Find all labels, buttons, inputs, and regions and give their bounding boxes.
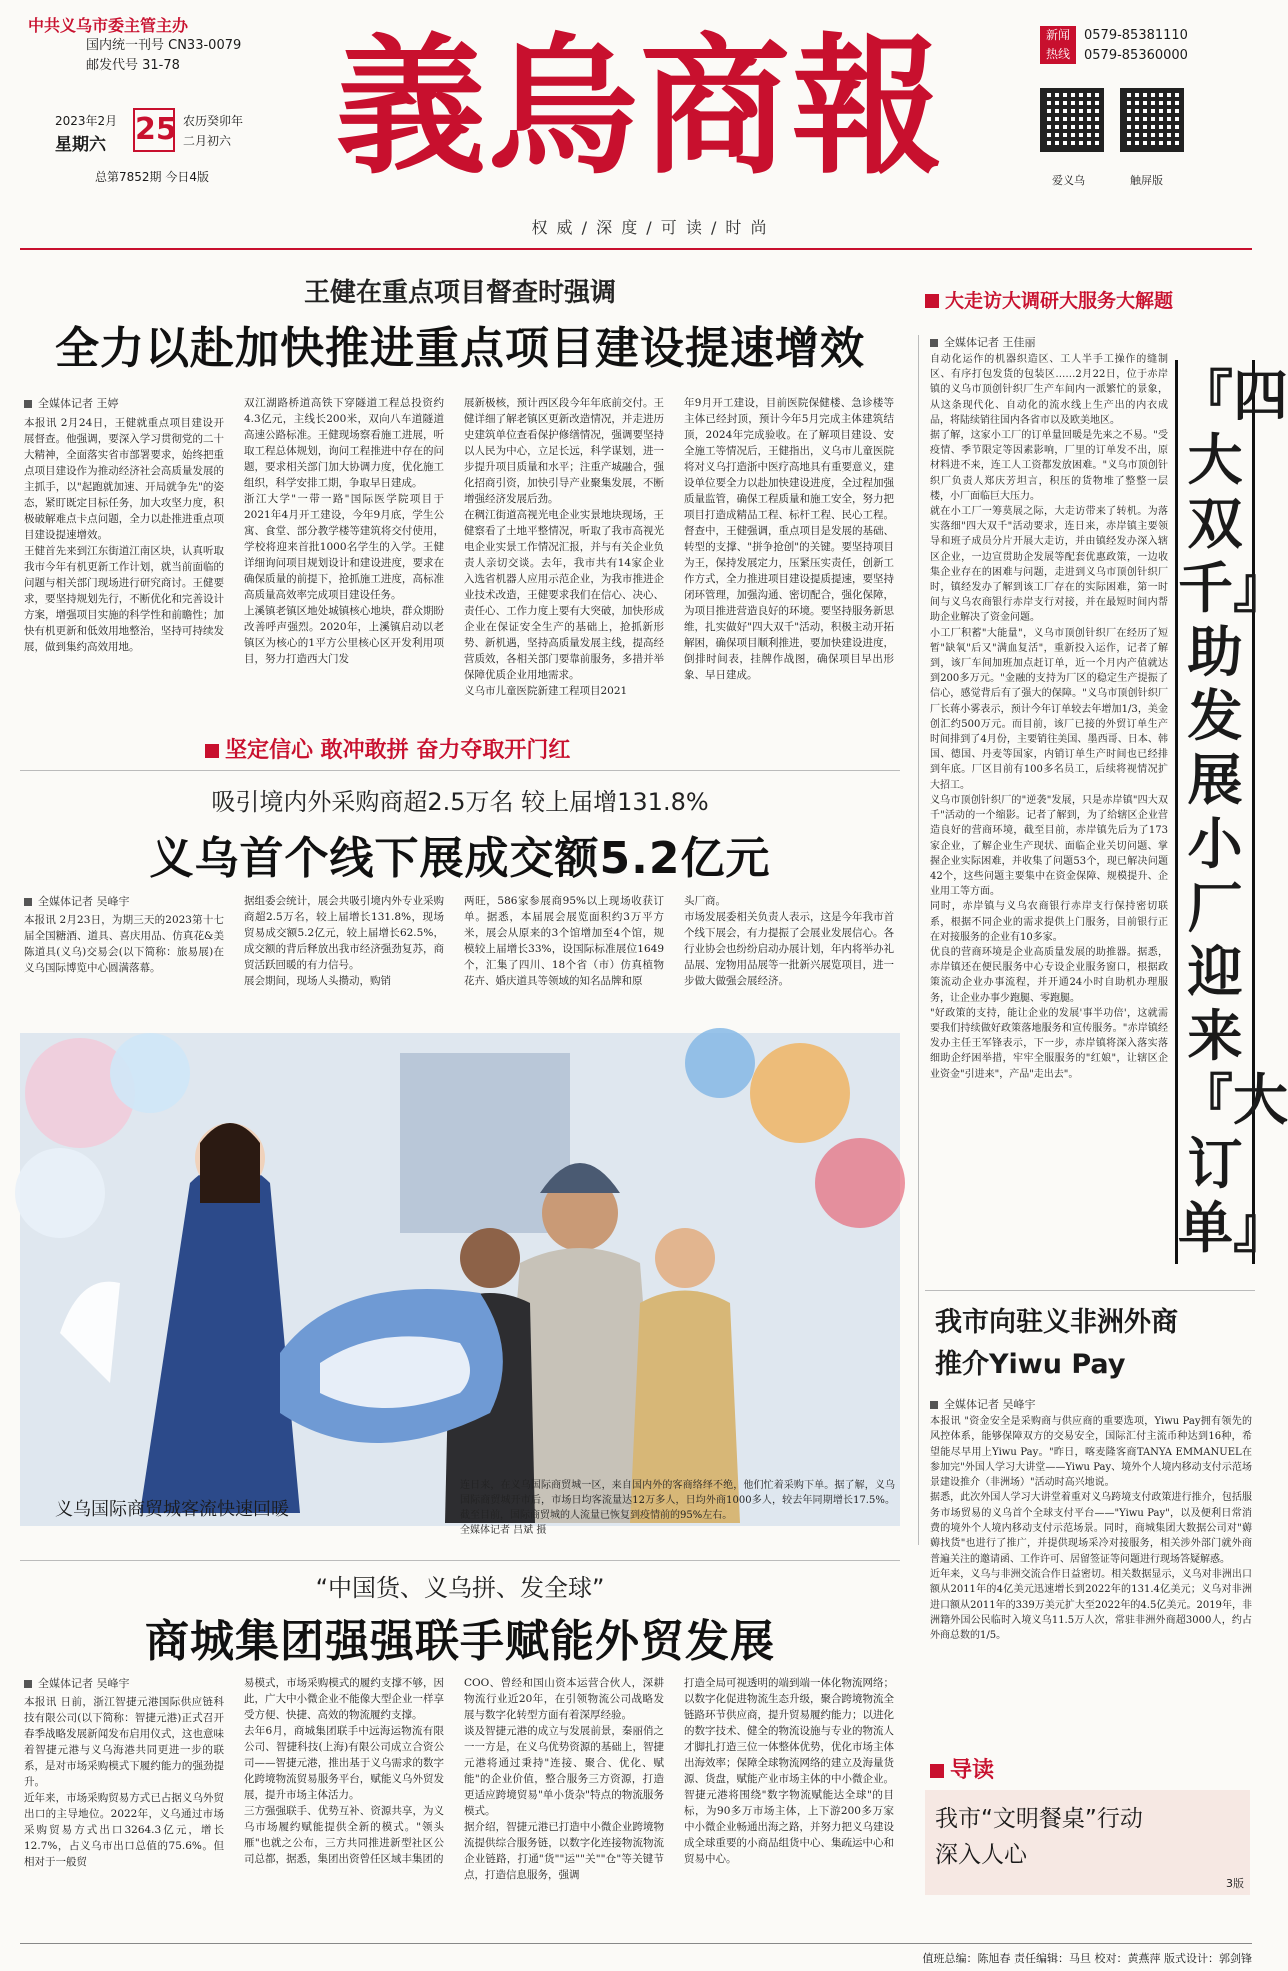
- guide-page-ref: 3版: [1226, 1877, 1244, 1890]
- expo-byline: 全媒体记者 吴峰宇: [24, 893, 130, 909]
- footer-credits: 值班总编：陈旭春 责任编辑：马旦 校对：黄燕萍 版式设计：郭剑锋: [922, 1952, 1252, 1965]
- section-divider: [20, 1560, 900, 1561]
- date-weekday: 星期六: [55, 135, 106, 155]
- column-divider: [918, 335, 919, 1545]
- guide-title-1: 我市“文明餐桌”行动: [935, 1806, 1143, 1832]
- sidebar-banner: 大走访大调研大服务大解题: [925, 286, 1173, 313]
- expo-column-1: 本报讯 2月23日，为期三天的2023第十七届全国糖酒、道具、喜庆用品、仿真花&美陈道具(义乌)交易会(以下简称：旅易展)在义乌国际博览中心圆满落幕。: [24, 914, 224, 974]
- lead-headline: 全力以赴加快推进重点项目建设提速增效: [55, 323, 865, 374]
- masthead-title: 義烏商報: [335, 19, 944, 195]
- market-photo: [20, 1033, 900, 1526]
- header-divider: [20, 248, 1252, 250]
- expo-kicker: 吸引境内外采购商超2.5万名 较上届增131.8%: [211, 788, 709, 816]
- mall-column-3: COO、曾经和国山资本运营合伙人，深耕物流行业近20年，在引领物流公司战略发展与数字化转型方面有着深厚经验。 谈及智捷元港的成立与发展前景，秦丽俏之一一方是，在义乌优势资源的基础上，智捷元港将通过秉持"连接、聚合、优化、赋能"的企业价值，整合服务三方资源，打造更适应跨境贸易"单小货杂"特点的物流服务模式。 据介绍，智捷元港已打造中小微企业跨境物流提供综合服务链，以数字化连接物流物流企业链路，打通"货""运""关""仓"等关键节点，打造信息服务，强调: [464, 1677, 664, 1881]
- lead-column-4: 年9月开工建设，目前医院保健楼、急诊楼等主体已经封顶，预计今年5月完成主体建筑结顶，2024年完成验收。在了解项目建设、安全施工等情况后，王健指出，义乌市儿童医院将对义乌打造浙中医疗高地具有重要意义，建设单位要全力以赴加快建设进度，全过程加强质量监管，确保工程质量和施工安全，努力把项目打造成精品工程、标杆工程、民心工程。 督查中，王健强调，重点项目是发展的基础、转型的支撑、"拼争抢创"的关键。要坚持项目为王，保持发展定力，压紧压实责任，创新工作方式，全力推进项目建设提质提速，要坚持闭环管理，加强沟通、密切配合，强化保障，为项目推进营造良好的环境。要坚持服务新思维，扎实做好"四大双千"活动，积极主动开拓解困，确保项目顺利推进，要加快建设进度，倒排时间表，挂牌作战图，确保项目早出形象、早日建成。: [684, 397, 894, 681]
- pay-story: 本报讯 "资金安全是采购商与供应商的重要选项，Yiwu Pay拥有领先的风控体系，能够保障双方的交易安全，国际汇付主流币种达到16种，希望能尽早用上Yiwu Pay。"昨日，喀麦隆客商TANYA EMMANUEL在参加完"外国人学习大讲堂——Yiwu Pay、境外个人境内移动支付示范场景建设推介（非洲场）"活动时高兴地说。 据悉，此次外国人学习大讲堂着重对义乌跨境支付政策进行推介，包括服务市场贸易的义乌首个全球支付平台——"Yiwu Pay"，以及便利日常消费的境外个人境内移动支付示范场景。同时，商城集团大数据公司对"薅薅找货"也进行了推广，并提供现场采冷对接服务，相关涉外部门就外商普遍关注的邀请函、工作许可、居留签证等问题进行现场答疑解惑。 近年来，义乌与非洲交流合作日益密切。相关数据显示，义乌对非洲出口额从2011年的4亿美元迅速增长到2022年的131.4亿美元；义乌对非洲进口额从2011年的339万美元扩大至2022年的4.5亿美元。2019年，非洲籍外国公民临时入境义乌11.5万人次，常驻非洲外商超3000人，约占外商总数的1/5。: [930, 1416, 1252, 1642]
- section-banner: 坚定信心 敢冲敢拼 奋力夺取开门红: [205, 733, 570, 764]
- postal-code: 邮发代号 31-78: [86, 58, 180, 73]
- date-year-month: 2023年2月: [55, 114, 118, 128]
- lead-column-2: 双江湖路桥道高铁下穿隧道工程总投资约4.3亿元，主线长200米，双向八车道隧道高速公路标准。王健现场察看施工进展，听取工程总体规划，询问工程推进中存在的问题，要求相关部门加大协调力度，优化施工组织，科学安排工期，争取早日建成。 浙江大学"一带一路"国际医学院项目于2021年4月开工建设，今年9月底，学生公寓、食堂、部分教学楼等建筑将交付使用，学校将迎来首批1000名学生的入学。王健详细询问项目规划设计和建设进度，要求在确保质量的前提下，抢抓施工进度，高标准高质量高效率完成项目建设任务。 上溪镇老镇区地处城镇核心地块，群众期盼改善呼声强烈。2020年，上溪镇启动以老镇区为核心的1平方公里核心区开发利用项目，努力打造西大门发: [244, 397, 444, 665]
- header-info: [28, 16, 278, 76]
- slogan: 权 威 / 深 度 / 可 读 / 时 尚: [531, 218, 769, 237]
- expo-column-4: 头厂商。 市场发展委相关负责人表示，这是今年我市首个线下展会，有力提振了会展业发展信心。各行业协会也纷纷启动办展计划，年内将举办礼品展、宠物用品展等一批新兴展览项目，进一步做大做强会展经济。: [684, 895, 894, 987]
- hotline-phone-1: 0579-85381110: [1084, 28, 1188, 43]
- pay-headline-2: 推介Yiwu Pay: [935, 1349, 1126, 1380]
- issue-number: 总第7852期 今日4版: [95, 170, 209, 184]
- pay-byline: 全媒体记者 吴峰宇: [930, 1396, 1036, 1412]
- hotline-tag: 新闻 热线: [1040, 26, 1076, 64]
- footer-divider: [20, 1943, 1252, 1944]
- expo-column-2: 据组委会统计，展会共吸引境内外专业采购商超2.5万名，较上届增长131.8%，现场贸易成交额5.2亿元，较上届增长62.5%，成交额的背后释放出我市经济强劲复苏，商贸活跃回暖的有力信号。 展会期间，现场人头攒动，购销: [244, 895, 444, 987]
- guide-banner: 导读: [930, 1753, 994, 1784]
- photo-caption-title: 义乌国际商贸城客流快速回暖: [55, 1499, 289, 1520]
- guide-title-2: 深入人心: [935, 1842, 1027, 1868]
- issn-code: 国内统一刊号 CN33-0079: [86, 38, 242, 53]
- mall-byline: 全媒体记者 吴峰宇: [24, 1675, 130, 1691]
- publisher-org: 中共义乌市委主管主办: [28, 16, 189, 35]
- qr-label-2: 触屏版: [1130, 174, 1163, 187]
- mall-headline: 商城集团强强联手赋能外贸发展: [145, 1616, 775, 1667]
- expo-headline: 义乌首个线下展成交额5.2亿元: [149, 833, 771, 884]
- lunar-day: 二月初六: [183, 134, 232, 148]
- hotline-phone-2: 0579-85360000: [1084, 48, 1188, 63]
- qr-label-1: 爱义乌: [1052, 174, 1085, 187]
- issue-date: [55, 112, 285, 162]
- lunar-year: 农历癸卯年: [183, 114, 244, 128]
- lead-byline: 全媒体记者 王婷: [24, 395, 119, 411]
- guide-box[interactable]: [925, 1790, 1250, 1895]
- section-divider: [20, 770, 900, 771]
- expo-column-3: 两旺，586家参展商95%以上现场收获订单。据悉，本届展会展览面积约3万平方米，展会从原来的3个馆增加至4个馆，规模较上届增长33%，设国际标准展位1649个，汇集了四川、18个省（市）仿真植物花卉、婚庆道具等领域的知名品牌和原: [464, 895, 664, 987]
- lead-column-1: 本报讯 2月24日，王健就重点项目建设开展督查。他强调，要深入学习贯彻党的二十大精神，全面落实省市部署要求，始终把重点项目建设作为推动经济社会高质量发展的主抓手，以"起跑就加速、开局就争先"的姿态，紧盯既定目标任务，加大攻坚力度，积极破解难点卡点问题，全力以赴推进重点项目建设提速增效。 王健首先来到江东街道江南区块，认真听取我市今年有机更新工作计划，就当前面临的问题与相关部门现场进行研究商讨。王健要求，要坚持规划先行，不断优化和完善设计方案，增强项目实施的科学性和前瞻性；加快有机更新和低效用地整治，坚持可持续发展，做到集约高效用地。: [24, 417, 224, 653]
- market-scene-illustration: [20, 1033, 900, 1526]
- qr-code-icon: [1120, 88, 1184, 152]
- qr-code-icon: [1040, 88, 1104, 152]
- photo-caption: 连日来，在义乌国际商贸城一区，来自国内外的客商络绎不绝，他们忙着采购下单。据了解，义乌国际商贸城开市后，市场日均客流量达12万多人，日均外商1000多人，较去年同期增长17.5%。截至目前，国际商贸城的人流量已恢复到疫情前的95%左右。 全媒体记者 吕斌 摄: [460, 1480, 895, 1536]
- mall-column-1: 本报讯 日前，浙江智捷元港国际供应链科技有限公司(以下简称：智捷元港)正式召开春季战略发展新闻发布启用仪式，这也意味着智捷元港与义乌海港共同更进一步的联系，是对市场采购模式下履约能力的强劲提升。 近年来，市场采购贸易方式已占据义乌外贸出口的主导地位。2022年，义乌通过市场采购贸易方式出口3264.3亿元，增长12.7%，占义乌市出口总值的75.6%。但相对于一般贸: [24, 1696, 224, 1868]
- pay-headline-1: 我市向驻义非洲外商: [935, 1307, 1178, 1338]
- sidebar-byline: 全媒体记者 王佳丽: [930, 334, 1036, 350]
- section-divider: [925, 1290, 1255, 1291]
- mall-column-4: 打造全局可视透明的端到端一体化物流网络；以数字化促进物流生态升级，聚合跨境物流全链路环节供应商，提升贸易履约能力；以进化的数字技术、健全的物流设施与专业的物流人才脚扎打造三位一体整体优势，优化市场主体出海效率；保障全球物流网络的建立及海量货源、货盘，赋能产业市场主体的中小微企业。 智捷元港将围绕"数字物流赋能达全球"的目标，为90多万市场主体，上下游200多万家中小微企业畅通出海之路，并努力把义乌建设成全球重要的小商品组货中心、集疏运中心和贸易中心。: [684, 1677, 894, 1865]
- sidebar-story: 自动化运作的机器织造区、工人半手工操作的缝制区、有序打包发货的包装区……2月22日，位于赤岸镇的义乌市顶创针织厂生产车间内一派繁忙的景象，从这条现代化、自动化的流水线上生产出的内衣成品，将陆续销往国内各省市以及欧美地区。 据了解，这家小工厂的订单量回暖是先来之不易。"受疫情、季节限定等因素影响，厂里的订单发不出，原材料进不来，连工人工资都发放困难。"义乌市顶创针织厂负责人郑庆芳坦言，积压的货物堆了整整一层楼，小厂面临巨大压力。 就在小工厂一筹莫展之际，大走访带来了转机。为落实落细"四大双千"活动要求，连日来，赤岸镇主要领导和班子成员分片开展大走访，并由镇经发办深入辖区企业，一边宣贯助企发展等配套优惠政策，一边收集企业存在的困难与问题，走进到义乌市顶创针织厂时，镇经发办了解到该工厂存在的实际困难，第一时间与义乌农商银行赤岸支行对接，并在最短时间内帮助企业解决了资金问题。 小工厂积蓄"大能量"，义乌市顶创针织厂在经历了短暂"缺氧"后又"满血复活"，重新投入运作，记者了解到，该厂车间加班加点赶订单，近一个月内产值就达到200多万元。"金融的支持为厂区的稳定生产提振了信心，感觉背后有了强大的保障。"义乌市顶创针织厂厂长蒋小雾表示，预计今年订单较去年增加1/3，美金创汇约500万元。而目前，该厂已接的外贸订单生产时间排到了4月份，主要销往美国、墨西哥、日本、韩国、德国、丹麦等国家，内销订单生产时间也已经排到年底。厂区目前有100多名员工，后续将视情况扩大招工。 义乌市顶创针织厂的"逆袭"发展，只是赤岸镇"四大双千"活动的一个缩影。记者了解到，为了给辖区企业营造良好的营商环境，截至目前，赤岸镇先后为了173家企业，了解企业生产现状、面临企业关切问题、掌握企业实际困难，并收集了问题53个，现已解决问题42个，这些问题主要集中在资金保障、规模提升、企业用工等方面。 同时，赤岸镇与义乌农商银行赤岸支行保持密切联系，根据不同企业的需求提供上门服务，目前银行正在对接服务的企业有10多家。 优良的营商环境是企业高质量发展的助推器。据悉，赤岸镇还在便民服务中心专设企业服务窗口，根据政策流动企业办事流程，并开通24小时自助机办理服务，让企业办事少跑腿、零跑腿。 "好政策的支持，能让企业的发展'事半功倍'，这就需要我们持续做好政策落地服务和宣传服务。"赤岸镇经发办主任王军锋表示，下一步，赤岸镇将深入落实落细助企纾困举措，牢牢全服服务的"红娘"，让辖区企业资金"引进来"，产品"走出去"。: [930, 354, 1168, 1080]
- mall-kicker: “中国货、义乌拼、发全球”: [315, 1574, 605, 1602]
- date-day: 25: [133, 108, 175, 152]
- lead-kicker: 王健在重点项目督查时强调: [303, 278, 616, 308]
- lead-column-3: 展新极核，预计西区段今年年底前交付。王健详细了解老镇区更新改造情况，并走进历史建筑单位查看保护修缮情况，强调要坚持以人民为中心，立足长远，科学谋划，进一步提升项目质量和水平；注重产城融合，强化招商引资，加快引导产业聚集发展，不断增强经济发展后劲。 在稠江街道高视光电企业实景地块现场，王健察看了土地平整情况，听取了我市高视光电企业实景工作情况汇报，并与有关企业负责人亲切交谈。去年，我市共有14家企业入选省机器人应用示范企业，为我市推进企业技术改造，王健要求我们在信心、决心、责任心、工作力度上要有大突破，加快形成企业在保证安全生产的基础上，抢抓新形势、新机遇，坚持高质量发展主线，提高经营质效，各相关部门要靠前服务，多措并举保障优质企业用地需求。 义乌市儿童医院新建工程项目2021: [464, 397, 664, 697]
- mall-column-2: 易模式，市场采购模式的履约支撑不够，因此，广大中小微企业不能像大型企业一样享受方便、快捷、高效的物流履约支撑。 去年6月，商城集团联手中远海运物流有限公司、智捷科技(上海)有限公司成立合资公司——智捷元港，推出基于义乌需求的数字化跨境物流贸易服务平台，赋能义乌外贸发展，提升市场主体活力。 三方强强联手、优势互补、资源共享，为义乌市场履约赋能提供全新的模式。"领头雁"也就之公布，三方共同推进新型社区公司总都，据悉，集团出资曾任区域丰集团的: [244, 1677, 444, 1865]
- sidebar-vertical-headline: 『四大双千』助发展 小厂迎来『大订单』: [1175, 360, 1255, 1264]
